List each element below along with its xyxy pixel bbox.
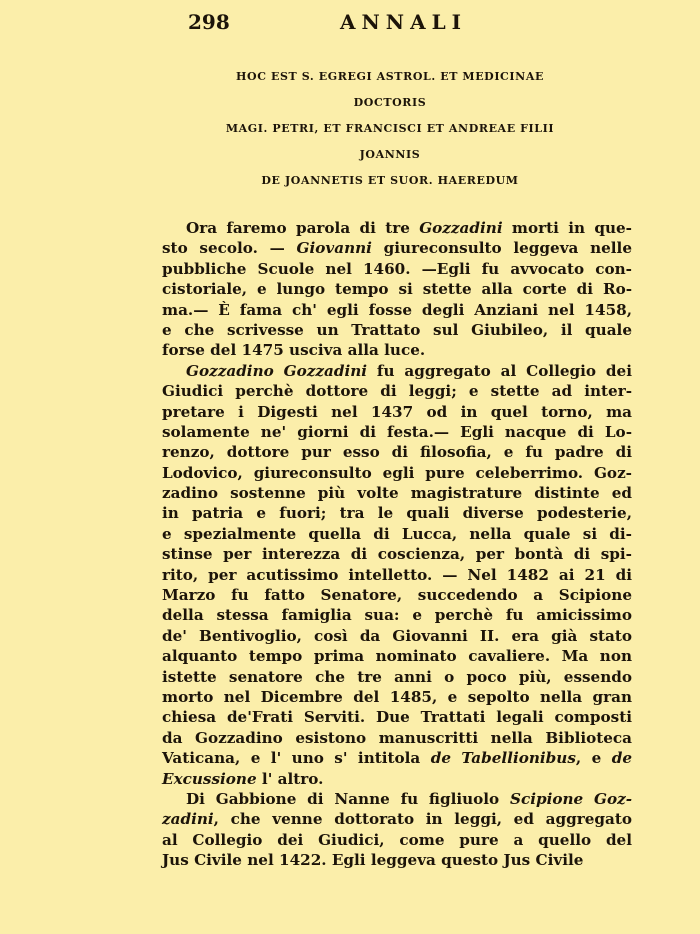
text-run: e che scrivesse un Trattato sul Giubileo, il quale [162, 320, 632, 339]
text-run: rito, per acutissimo intelletto. — Nel 1482 ai 21 di [162, 565, 632, 584]
text-run: in patria e fuori; tra le quali diverse podesterie, [162, 504, 632, 523]
text-line [162, 748, 632, 768]
text-line [162, 524, 632, 544]
text-run: alquanto tempo prima nominato cavaliere. Ma non [162, 647, 632, 666]
text-line [162, 728, 632, 748]
text-line [162, 850, 632, 870]
italic-text: de Tabellionibus [430, 749, 576, 768]
italic-text: Gozzadino Gozzadini [186, 361, 368, 380]
text-run: chiesa de'Frati Serviti. Due Trattati legali composti [162, 708, 632, 727]
text-line [162, 361, 632, 381]
text-run: zadino sostenne più volte magistrature distinte ed [162, 484, 632, 503]
text-run: al Collegio dei Giudici, come pure a quello del [162, 830, 632, 849]
text-run: solamente ne' giorni di festa.— Egli nacque di Lo- [162, 422, 632, 441]
text-run: pretare i Digesti nel 1437 od in quel torno, ma [162, 402, 632, 421]
text-line [162, 585, 632, 605]
text-run: cistoriale, e lungo tempo si stette alla corte di Ro- [162, 280, 632, 299]
text-line [162, 259, 632, 279]
text-line [162, 605, 632, 625]
text-run: da Gozzadino esistono manuscritti nella Biblioteca [162, 728, 632, 747]
italic-text: Excussione [162, 769, 257, 788]
text-run: morto nel Dicembre del 1485, e sepolto nella gran [162, 687, 632, 706]
italic-text: de [611, 749, 632, 768]
inscription-line: JOANNIS [359, 148, 421, 161]
text-run: pubbliche Scuole nel 1460. —Egli fu avvocato con- [162, 259, 632, 278]
text-line [162, 238, 632, 258]
text-line [162, 830, 632, 850]
text-line [162, 340, 632, 360]
text-line [162, 381, 632, 401]
inscription-block [160, 64, 620, 194]
text-run: Di Gabbione di Nanne fu figliuolo [186, 789, 510, 808]
text-run: Giudici perchè dottore di leggi; e stette ad inter- [162, 382, 632, 401]
text-line [162, 544, 632, 564]
text-run: , e [575, 749, 612, 768]
text-run: l' altro. [256, 769, 324, 788]
italic-text: Gozzadini [419, 219, 503, 237]
text-run: Vaticana, e l' uno s' intitola [162, 749, 431, 768]
text-line [162, 687, 632, 707]
text-run: renzo, dottore pur esso di filosofia, e fu padre di [162, 443, 632, 462]
text-run: istette senatore che tre anni o poco più, essendo [162, 667, 632, 686]
text-run: Jus Civile nel 1422. Egli leggeva questo Jus Civile [162, 851, 584, 870]
text-run: sto secolo. — [162, 239, 297, 258]
text-run: fu aggregato al Collegio dei [367, 361, 632, 380]
inscription-line: MAGI. PETRI, ET FRANCISCI ET ANDREAE FILII [225, 122, 555, 135]
text-line [162, 320, 632, 340]
text-line [162, 402, 632, 422]
text-line [162, 667, 632, 687]
page-number: 298 [188, 10, 230, 34]
text-run: Lodovico, giureconsulto egli pure celeberrimo. Goz- [162, 463, 632, 482]
text-run: Marzo fu fatto Senatore, succedendo a Scipione [162, 586, 632, 605]
italic-text: Giovanni [296, 239, 372, 258]
text-line [162, 442, 632, 462]
text-run: stinse per interezza di coscienza, per bontà di spi- [162, 545, 632, 564]
text-line [162, 483, 632, 503]
page-header [188, 10, 628, 36]
text-line [162, 646, 632, 666]
text-run: ma.— È fama ch' egli fosse degli Anziani nel 1458, [162, 300, 632, 319]
text-line [162, 769, 632, 789]
text-line [162, 707, 632, 727]
text-line [162, 626, 632, 646]
italic-text: zadini [162, 810, 214, 829]
text-line [162, 503, 632, 523]
italic-text: Scipione Goz- [509, 789, 632, 808]
running-title: ANNALI [340, 10, 468, 34]
inscription-line: DOCTORIS [353, 96, 427, 109]
text-run: e spezialmente quella di Lucca, nella quale si di- [162, 524, 632, 543]
text-run: de' Bentivoglio, così da Giovanni II. era già stato [162, 626, 632, 645]
inscription-line: DE JOANNETIS ET SUOR. HAEREDUM [261, 174, 519, 187]
text-run: della stessa famiglia sua: e perchè fu amicissimo [162, 606, 632, 625]
text-line [162, 565, 632, 585]
text-run: forse del 1475 usciva alla luce. [162, 341, 426, 360]
text-line [162, 300, 632, 320]
text-run: morti in que- [502, 219, 632, 237]
text-run: , che venne dottorato in leggi, ed aggregato [213, 810, 632, 829]
text-line [162, 218, 632, 238]
body-text [162, 218, 632, 871]
text-run: giureconsulto leggeva nelle [371, 239, 632, 258]
inscription-line: HOC EST S. EGREGI ASTROL. ET MEDICINAE [236, 70, 544, 83]
text-line [162, 279, 632, 299]
text-line [162, 809, 632, 829]
text-run: Ora faremo parola di tre [186, 219, 420, 237]
text-line [162, 463, 632, 483]
text-line [162, 422, 632, 442]
text-line [162, 789, 632, 809]
